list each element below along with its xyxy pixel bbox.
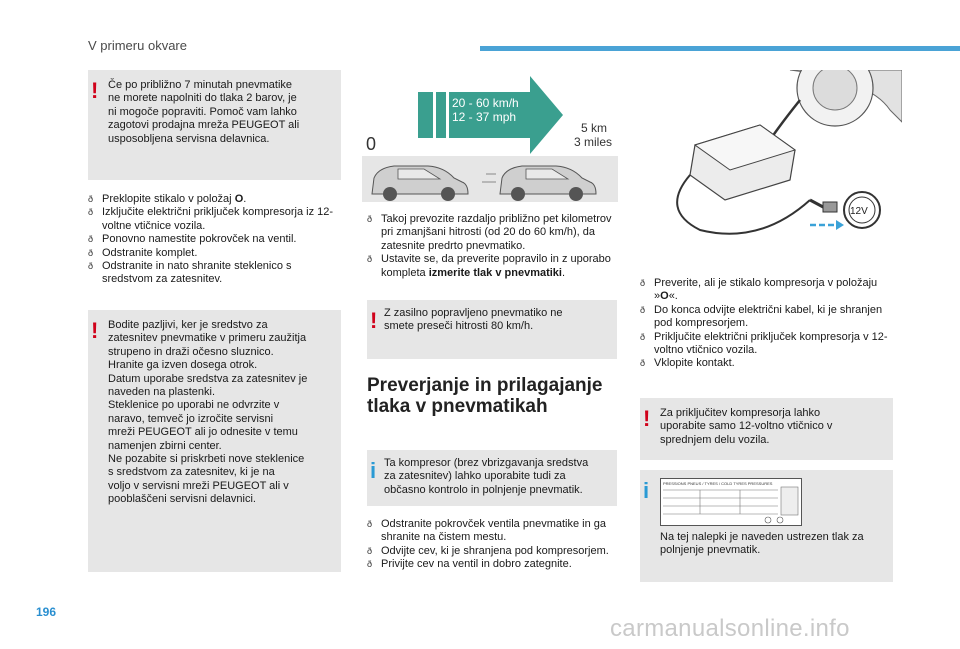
step-item: ð Ustavite se, da preverite popravilo in z uporabo kompleta izmerite tlak v pnevmatiki.: [367, 253, 617, 280]
compressor-illustration: [640, 70, 902, 240]
distance-miles: 3 miles: [574, 135, 613, 149]
steps-list-drive: [367, 213, 617, 280]
step-item: ð Privijte cev na ventil in dobro zategnite.: [367, 558, 617, 571]
step-item: ð Preverite, ali je stikalo kompresorja v položaju »O«.: [640, 277, 890, 304]
speed-mph: 12 - 37 mph: [452, 110, 517, 124]
page-number: 196: [36, 605, 57, 619]
step-item: ð Odstranite komplet.: [88, 247, 344, 260]
steps-list-finish: [88, 193, 344, 287]
step-item: ð Priključite električni priključek kompresorja v 12-voltno vtičnico vozila.: [640, 331, 890, 358]
warning-icon: !: [91, 78, 99, 103]
info-icon: i: [370, 458, 377, 483]
watermark: carmanualsonline.info: [610, 615, 850, 642]
plug: [823, 202, 837, 212]
socket-label: 12V: [850, 206, 868, 217]
hose: [770, 100, 800, 140]
warning-text-sealant: Bodite pazljivi, ker je sredstvo za zatesnitev pnevmatike v primeru zaužitja strupeno in draži očesno sluznico. Hranite ga izven dosega otrok. Datum uporabe sredstva za zatesnitev je naveden na plastenki. Steklenice po uporabi ne odvrzite v naravo, temveč jo izročite servisni mreži PEUGEOT ali jo odnesite v temu namenjen zbirni center. Ne pozabite si priskrbeti nove steklenice s sredstvom za zatesnitev, ki je na voljo v servisni mreži PEUGEOT ali v pooblaščeni servisni delavnici.: [108, 319, 308, 506]
step-item: ð Odstranite pokrovček ventila pnevmatike in ga shranite na čistem mestu.: [367, 518, 617, 545]
step-item: ð Odstranite in nato shranite steklenico s sredstvom za zatesnitev.: [88, 260, 344, 287]
step-item: ð Vklopite kontakt.: [640, 357, 890, 370]
distance-km: 5 km: [581, 121, 608, 135]
warning-icon: !: [91, 318, 99, 343]
info-text-label: Na tej nalepki je naveden ustrezen tlak za polnjenje pnevmatik.: [660, 531, 864, 557]
header-bar: [480, 46, 960, 51]
info-box-label: [640, 470, 893, 582]
info-box-compressor: [367, 450, 617, 506]
step-item: ð Odvijte cev, ki je shranjena pod kompresorjem.: [367, 545, 617, 558]
section-heading: Preverjanje in prilagajanje tlaka v pnevmatikah: [367, 375, 603, 417]
step-item: ð Preklopite stikalo v položaj O.: [88, 193, 344, 206]
step-item: ð Izključite električni priključek kompresorja iz 12-voltne vtičnice vozila.: [88, 206, 344, 233]
step-item: ð Ponovno namestite pokrovček na ventil.: [88, 233, 344, 246]
warning-text-socket: Za priključitev kompresorja lahko uporabite samo 12-voltno vtičnico v sprednjem delu vozila.: [660, 407, 833, 446]
speed-bar-2: [436, 92, 446, 138]
step-item: ð Do konca odvijte električni kabel, ki je shranjen pod kompresorjem.: [640, 304, 890, 331]
warning-box-sealant: [88, 310, 341, 572]
info-text-compressor: Ta kompresor (brez vbrizgavanja sredstva za zatesnitev) lahko uporabite tudi za občasno kontrolo in polnjenje pnevmatik.: [384, 457, 589, 496]
warning-text-speed: Z zasilno popravljeno pnevmatiko ne smete preseči hitrosti 80 km/h.: [384, 307, 563, 333]
warning-icon: !: [643, 406, 651, 431]
sticker-title: PRESSIONS PNEUS / TYRES / COLD TYRES PRESSURES: [663, 481, 773, 486]
step-item: ð Takoj prevozite razdaljo približno pet kilometrov pri zmanjšani hitrosti (od 20 do 60 km/h), da zatesnite predrto pnevmatiko.: [367, 213, 617, 253]
steps-list-hose: [367, 518, 617, 572]
speed-distance-diagram: [358, 70, 620, 205]
speed-kmh: 20 - 60 km/h: [452, 96, 519, 110]
steps-list-connect: [640, 277, 890, 371]
section-title: V primeru okvare: [88, 38, 187, 53]
tyre-pressure-sticker: [660, 478, 802, 526]
info-icon: i: [643, 478, 650, 503]
distance-start: 0: [366, 134, 377, 154]
speed-bar-1: [418, 92, 433, 138]
warning-box-speed: [367, 300, 617, 359]
warning-text-pressure: Če po približno 7 minutah pnevmatike ne morete napolniti do tlaka 2 barov, je ni mogoče popraviti. Pomoč vam lahko zagotovi prodajna mreža PEUGEOT ali usposobljena servisna delavnica.: [108, 79, 300, 145]
warning-box-socket: [640, 398, 893, 460]
warning-box-pressure: [88, 70, 341, 180]
warning-icon: !: [370, 308, 378, 333]
